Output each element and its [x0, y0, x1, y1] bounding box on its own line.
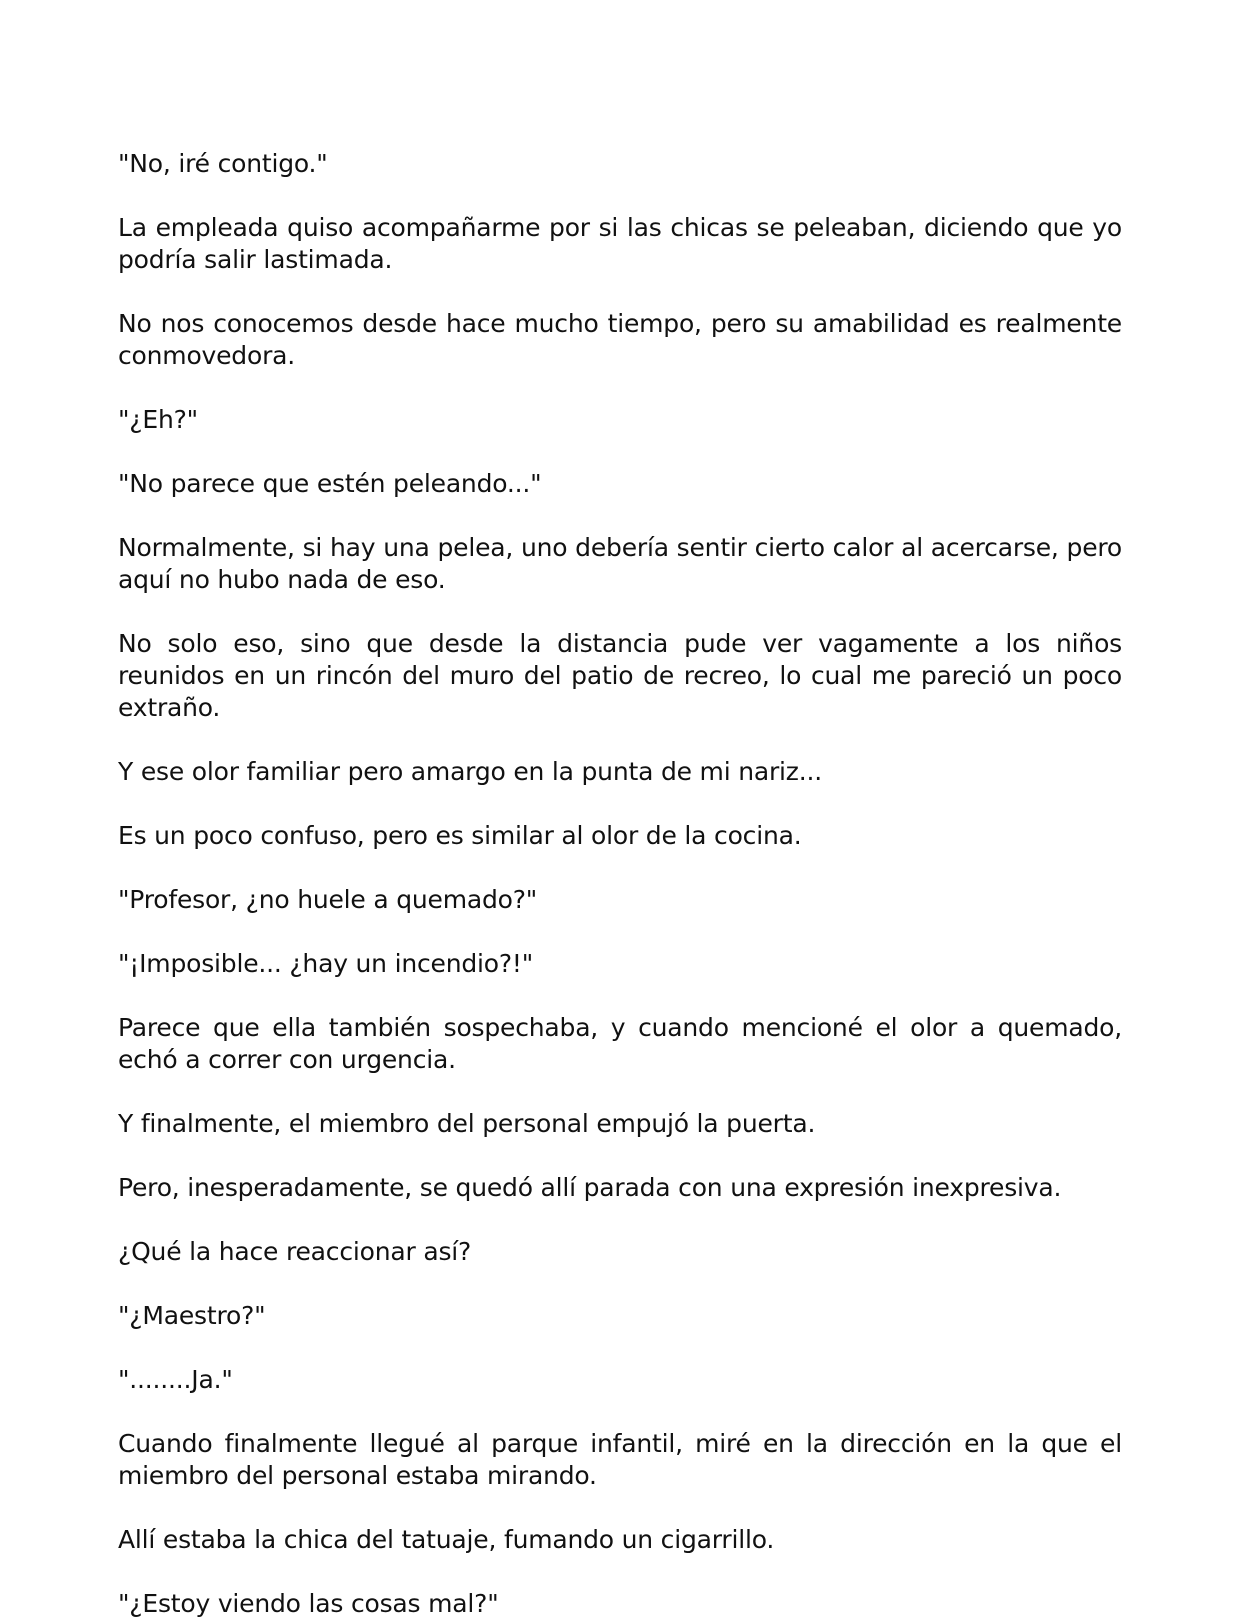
paragraph: ¿Qué la hace reaccionar así? [118, 1237, 472, 1266]
paragraph: "No, iré contigo." [118, 149, 328, 178]
paragraph: Cuando finalmente llegué al parque infantil, miré en la dirección en la que el miembro del personal estaba mirando. [118, 1429, 1122, 1490]
paragraph: No solo eso, sino que desde la distancia pude ver vagamente a los niños reunidos en un rincón del muro del patio de recreo, lo cual me pareció un poco extraño. [118, 629, 1122, 722]
paragraph: Y finalmente, el miembro del personal empujó la puerta. [118, 1109, 816, 1138]
paragraph: Pero, inesperadamente, se quedó allí parada con una expresión inexpresiva. [118, 1173, 1062, 1202]
paragraph: La empleada quiso acompañarme por si las chicas se peleaban, diciendo que yo podría salir lastimada. [118, 213, 1122, 274]
paragraph: Allí estaba la chica del tatuaje, fumando un cigarrillo. [118, 1525, 775, 1554]
paragraph: "........Ja." [118, 1365, 233, 1394]
paragraph: "¡Imposible... ¿hay un incendio?!" [118, 949, 534, 978]
paragraph: "No parece que estén peleando..." [118, 469, 542, 498]
paragraph: "¿Eh?" [118, 405, 198, 434]
paragraph: "Profesor, ¿no huele a quemado?" [118, 885, 538, 914]
paragraph: No nos conocemos desde hace mucho tiempo, pero su amabilidad es realmente conmovedora. [118, 309, 1122, 370]
paragraph: Es un poco confuso, pero es similar al olor de la cocina. [118, 821, 802, 850]
paragraph: "¿Maestro?" [118, 1301, 266, 1330]
document-body [118, 148, 1122, 1620]
paragraph: "¿Estoy viendo las cosas mal?" [118, 1589, 499, 1618]
paragraph: Normalmente, si hay una pelea, uno debería sentir cierto calor al acercarse, pero aquí no hubo nada de eso. [118, 533, 1122, 594]
paragraph: Parece que ella también sospechaba, y cuando mencioné el olor a quemado, echó a correr con urgencia. [118, 1013, 1122, 1074]
paragraph: Y ese olor familiar pero amargo en la punta de mi nariz... [118, 757, 822, 786]
